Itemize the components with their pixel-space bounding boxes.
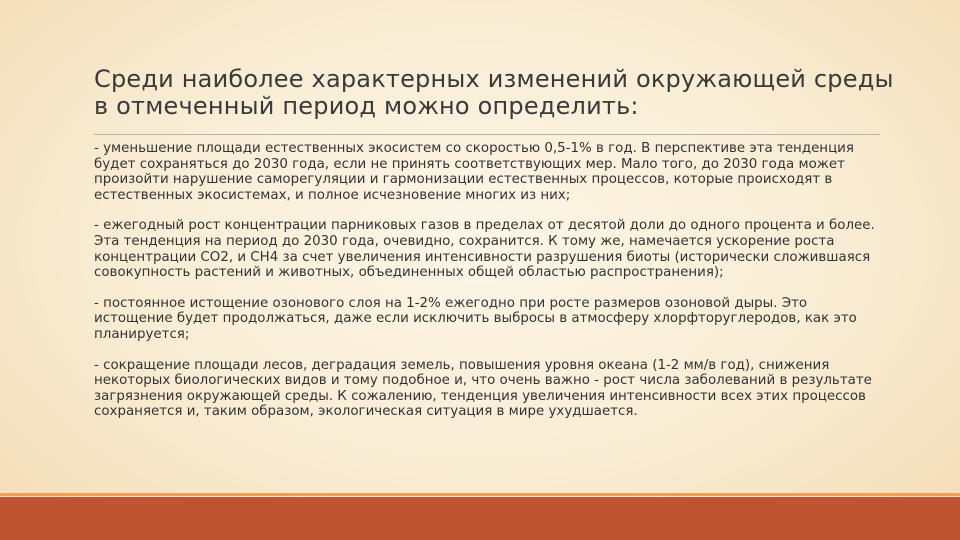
slide-body: [94, 141, 884, 435]
paragraph-ecosystems: - уменьшение площади естественных экосистем со скоростью 0,5-1% в год. В перспективе эта тенденция будет сохраняться до 2030 года, если не принять соответствующих мер. Мало того, до 2030 года может произойти нарушение саморегуляции и гармонизации естественных процессов, которые происходят в естественных экосистемах, и полное исчезновение многих из них;: [94, 141, 854, 203]
footer-accent-bar: [0, 497, 960, 540]
footer-accent-line: [0, 493, 960, 496]
paragraph-greenhouse-gases: - ежегодный рост концентрации парниковых газов в пределах от десятой доли до одного процента и более. Эта тенденция на период до 2030 года, очевидно, сохранится. К тому же, намечается ускорение роста концентрации СО2, и СН4 за счет увеличения интенсивности разрушения биоты (исторически сложившаяся совокупность растений и животных, объединенных общей областью распространения);: [94, 218, 875, 281]
title-divider: [94, 134, 880, 135]
slide-title: Среди наиболее характерных изменений окружающей среды в отмеченный период можно определить:: [94, 65, 894, 120]
paragraph-ozone-layer: - постоянное истощение озонового слоя на 1-2% ежегодно при росте размеров озоновой дыры. Это истощение будет продолжаться, даже если исключить выбросы в атмосферу хлорфторуглеродов, как это планируется;: [94, 295, 857, 342]
paragraph-forests: - сокращение площади лесов, деградация земель, повышения уровня океана (1-2 мм/в год), снижения некоторых биологических видов и тому подобное и, что очень важно - рост числа заболеваний в результате загрязнения окружающей среды. К сожалению, тенденция увеличения интенсивности всех этих процессов сохраняется и, таким образом, экологическая ситуация в мире ухудшается.: [94, 357, 872, 420]
